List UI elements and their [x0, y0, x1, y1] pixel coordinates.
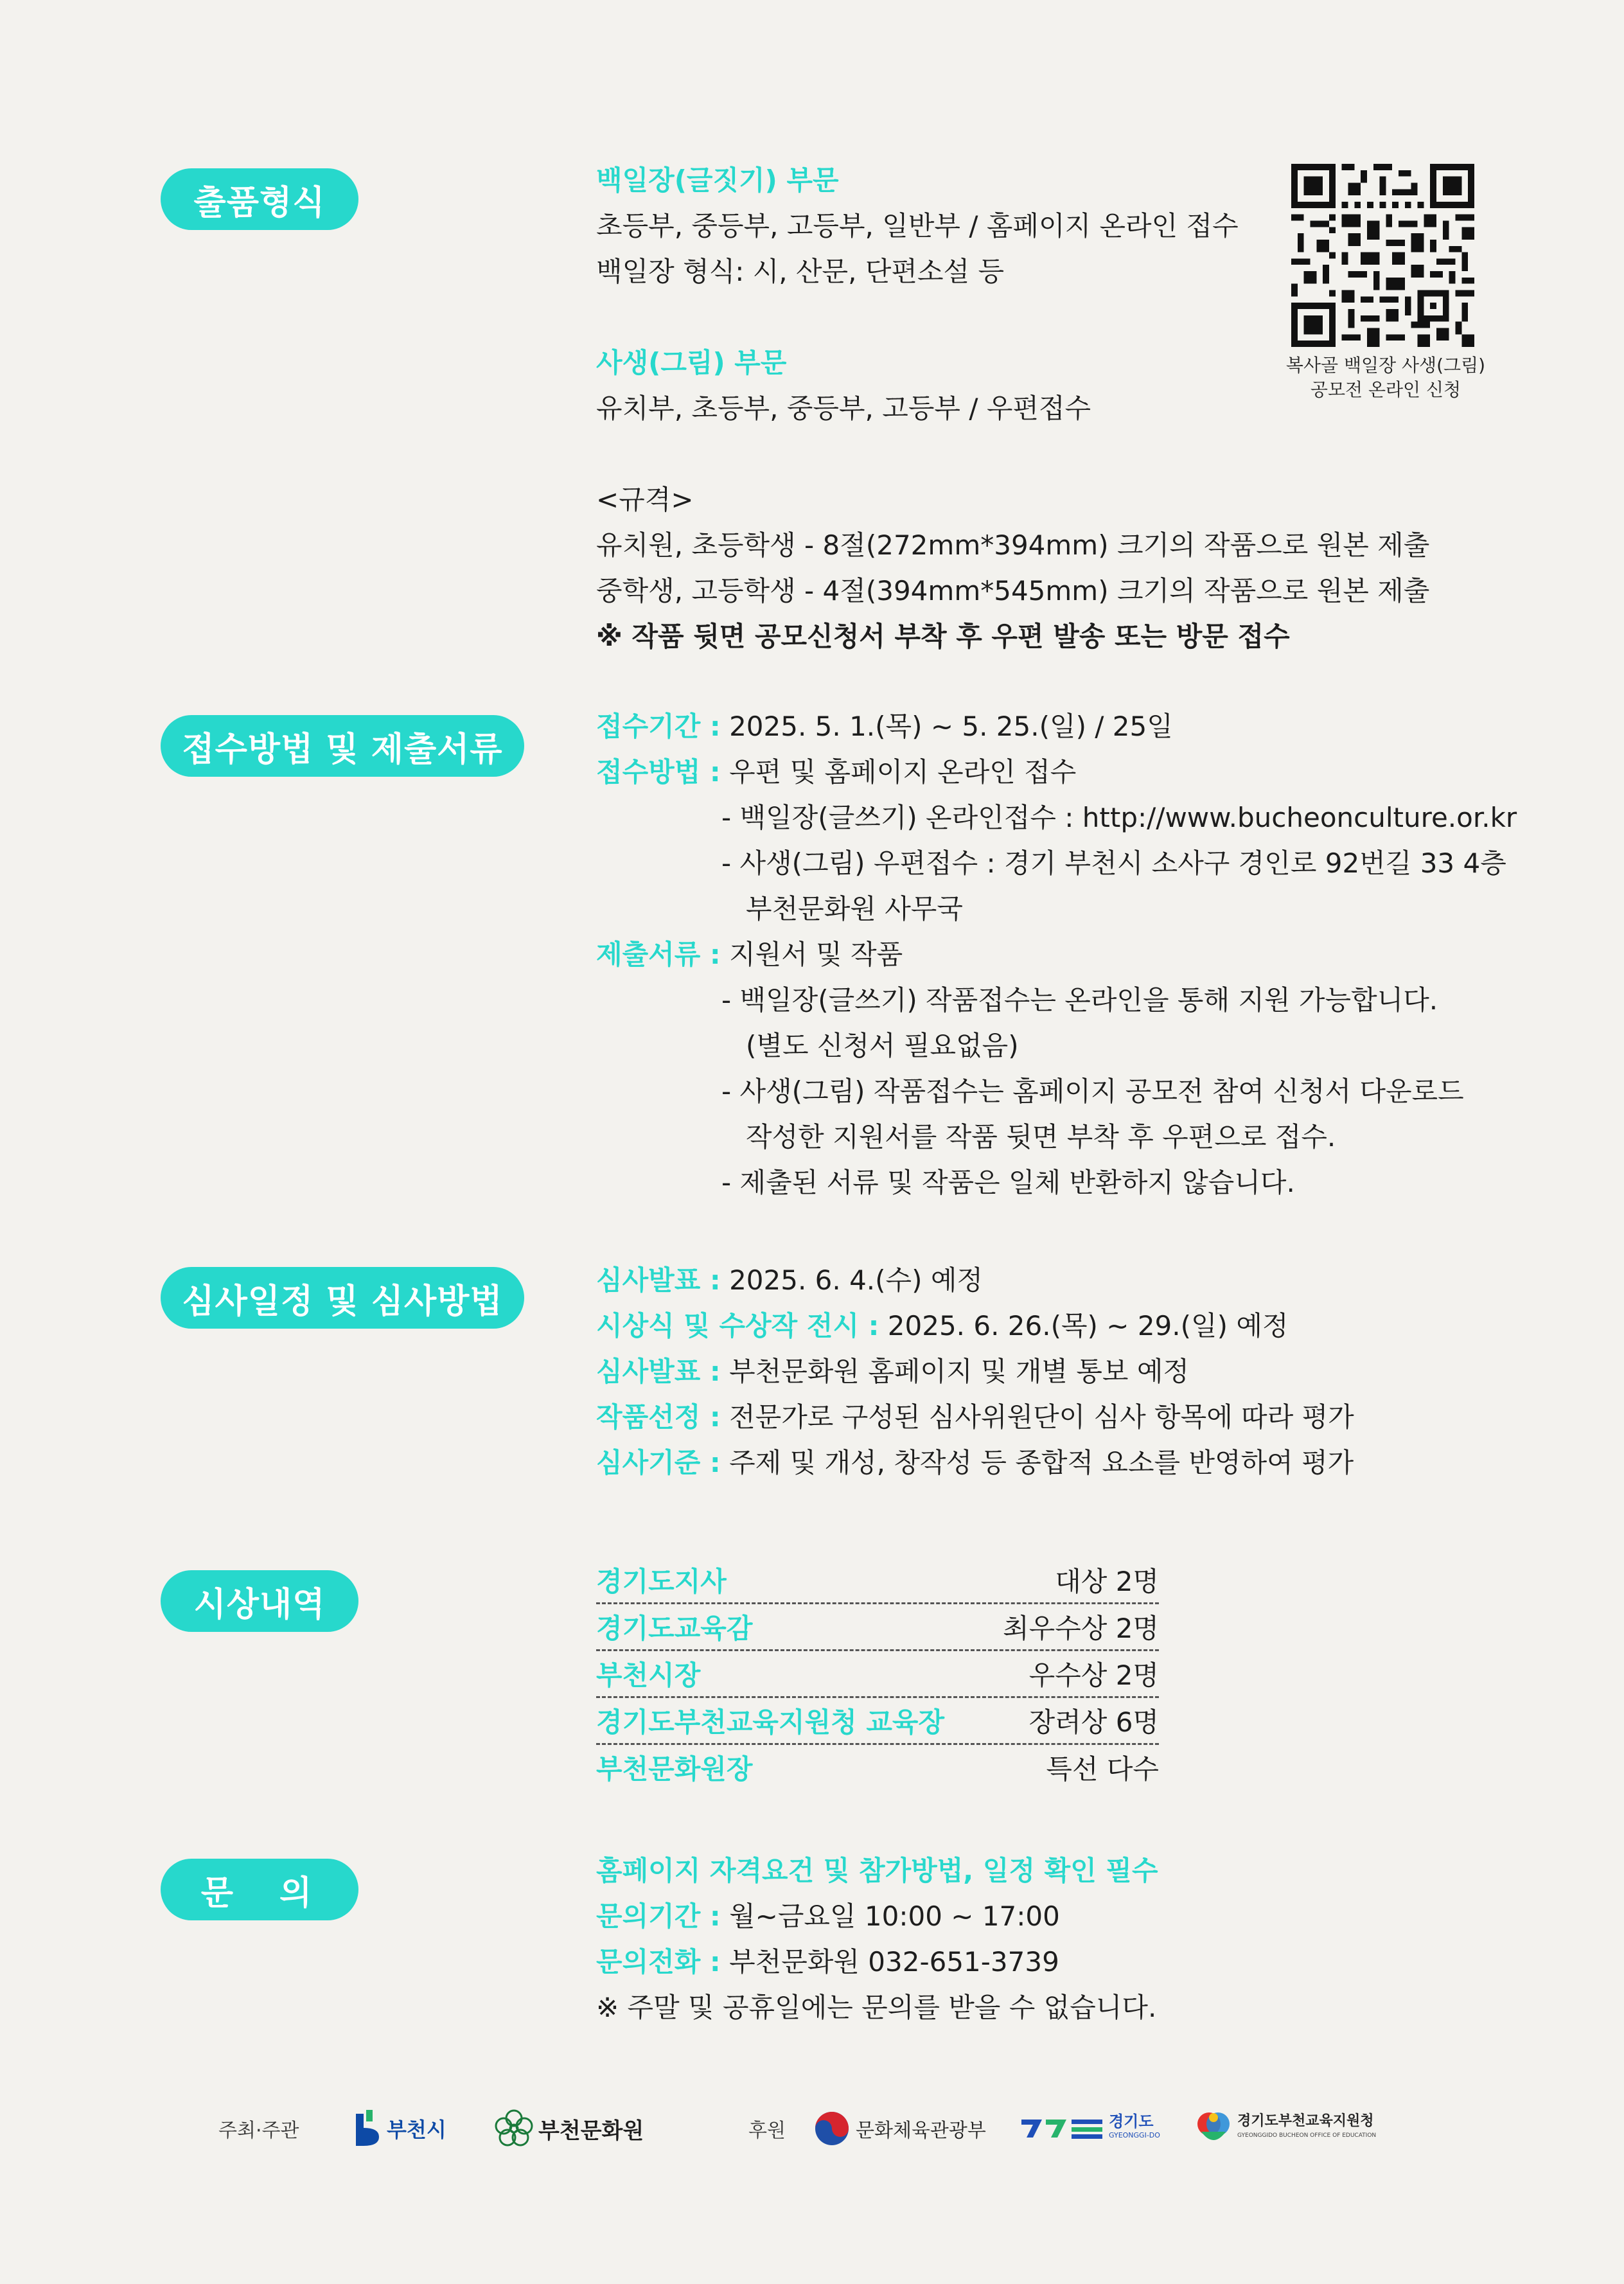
contact-hours-value: 월~금요일 10:00 ~ 17:00: [720, 1900, 1060, 1932]
section-pill-submission: 접수방법 및 제출서류: [161, 715, 524, 777]
review-value-1: 2025. 6. 4.(수) 예정: [720, 1264, 983, 1296]
award-row: [596, 1557, 1159, 1604]
contact-phone-value: 부천문화원 032-651-3739: [720, 1946, 1059, 1978]
section-pill-awards: 시상내역: [161, 1570, 358, 1632]
review-row: [596, 1394, 1354, 1440]
taegeuk-icon: [815, 2111, 849, 2146]
award-name: 경기도부천교육지원청 교육장: [596, 1706, 945, 1738]
host-label: [218, 2100, 299, 2157]
qr-caption-line-1: 복사골 백일장 사생(그림): [1285, 355, 1486, 376]
drawing-title: 사생(그림) 부문: [596, 347, 787, 378]
bucheon-culture-logo: [493, 2100, 644, 2157]
award-prize: 특선 다수: [1046, 1753, 1159, 1785]
sponsor-label-text: 후원: [748, 2120, 786, 2142]
award-row: [596, 1745, 1159, 1790]
review-row: [596, 1257, 1354, 1303]
award-row: [596, 1698, 1159, 1745]
review-row: [596, 1440, 1354, 1485]
section-pill-review: 심사일정 및 심사방법: [161, 1267, 524, 1329]
docs-item-3: - 제출된 서류 및 작품은 일체 반환하지 않습니다.: [721, 1167, 1295, 1198]
method-item-mail-cont: 부천문화원 사무국: [746, 893, 963, 925]
gyeonggi-sub: GYEONGGI-DO: [1109, 2131, 1160, 2139]
docs-item-2: - 사생(그림) 작품접수는 홈페이지 공모전 참여 신청서 다운로드: [721, 1076, 1464, 1107]
review-label-1: 심사발표 :: [596, 1264, 721, 1296]
review-value-4: 전문가로 구성된 심사위원단이 심사 항목에 따라 평가: [720, 1401, 1354, 1433]
qr-caption: [1280, 353, 1492, 402]
mcst-logo: [815, 2100, 986, 2157]
drawing-line: 유치부, 초등부, 중등부, 고등부 / 우편접수: [596, 393, 1091, 424]
spec-line-2: 중학생, 고등학생 - 4절(394mm*545mm) 크기의 작품으로 원본 제출: [596, 575, 1430, 606]
section-pill-format: 출품형식: [161, 168, 358, 230]
spec-line-1: 유치원, 초등학생 - 8절(272mm*394mm) 크기의 작품으로 원본 제출: [596, 529, 1430, 561]
award-prize: 최우수상 2명: [1003, 1613, 1159, 1644]
docs-item-1: - 백일장(글쓰기) 작품접수는 온라인을 통해 지원 가능합니다.: [721, 984, 1438, 1016]
contact-headline: 홈페이지 자격요건 및 참가방법, 일정 확인 필수: [596, 1855, 1158, 1886]
qr-code[interactable]: [1291, 164, 1474, 347]
section-pill-contact: 문 의: [161, 1859, 358, 1920]
flower-icon: [493, 2108, 534, 2149]
review-block: [596, 1257, 1354, 1485]
method-item-mail: - 사생(그림) 우편접수 : 경기 부천시 소사구 경인로 92번길 33 4층: [721, 847, 1506, 879]
review-value-3: 부천문화원 홈페이지 및 개별 통보 예정: [720, 1356, 1189, 1387]
award-prize: 대상 2명: [1055, 1566, 1159, 1597]
submission-note: ※ 작품 뒷면 공모신청서 부착 후 우편 발송 또는 방문 접수: [596, 621, 1290, 652]
docs-label: 제출서류 :: [596, 939, 721, 970]
footer-logos: [0, 2100, 1624, 2157]
review-label-2: 시상식 및 수상작 전시 :: [596, 1310, 879, 1341]
docs-item-1-cont: (별도 신청서 필요없음): [746, 1030, 1019, 1061]
spec-title: <규격>: [596, 484, 694, 515]
award-row: [596, 1651, 1159, 1698]
contact-phone-label: 문의전화 :: [596, 1946, 721, 1978]
submission-block: [596, 704, 1517, 1205]
sponsor-label: [748, 2100, 786, 2157]
qr-caption-line-2: 공모전 온라인 신청: [1310, 379, 1461, 400]
education-office-sub: GYEONGGIDO BUCHEON OFFICE OF EDUCATION: [1237, 2132, 1377, 2139]
docs-item-2-cont: 작성한 지원서를 작품 뒷면 부착 후 우편으로 접수.: [746, 1121, 1336, 1153]
review-label-5: 심사기준 :: [596, 1447, 721, 1478]
gyeonggi-mark-icon: [1020, 2114, 1105, 2143]
qr-code-icon: [1291, 164, 1474, 347]
review-label-4: 작품선정 :: [596, 1401, 721, 1433]
review-value-5: 주제 및 개성, 창작성 등 종합적 요소를 반영하여 평가: [720, 1447, 1354, 1478]
method-item-online: - 백일장(글쓰기) 온라인접수 : http://www.bucheonculture.or.kr: [721, 802, 1517, 833]
bucheon-city-logo: [355, 2100, 446, 2157]
contact-note: ※ 주말 및 공휴일에는 문의를 받을 수 없습니다.: [596, 1992, 1157, 2023]
award-name: 부천시장: [596, 1660, 701, 1691]
writing-line-2: 백일장 형식: 시, 산문, 단편소설 등: [596, 256, 1005, 287]
education-emblem-icon: [1195, 2109, 1232, 2148]
review-row: [596, 1349, 1354, 1394]
period-value: 2025. 5. 1.(목) ~ 5. 25.(일) / 25일: [720, 711, 1173, 742]
bucheon-city-icon: [355, 2109, 382, 2148]
education-office-logo: [1195, 2100, 1376, 2157]
award-name: 부천문화원장: [596, 1753, 753, 1785]
period-label: 접수기간 :: [596, 711, 721, 742]
education-office-name: 경기도부천교육지원청: [1237, 2113, 1374, 2129]
docs-value: 지원서 및 작품: [720, 939, 903, 970]
bucheon-culture-name: 부천문화원: [538, 2118, 644, 2144]
method-value: 우편 및 홈페이지 온라인 접수: [720, 756, 1077, 788]
award-name: 경기도지사: [596, 1566, 727, 1597]
review-row: [596, 1303, 1354, 1349]
gyeonggi-name: 경기도: [1109, 2112, 1154, 2130]
contact-hours-label: 문의기간 :: [596, 1900, 721, 1932]
awards-table: [596, 1557, 1159, 1790]
mcst-name: 문화체육관광부: [856, 2120, 986, 2142]
host-label-text: 주최·주관: [218, 2120, 299, 2142]
bucheon-city-name: 부천시: [387, 2118, 446, 2142]
award-name: 경기도교육감: [596, 1613, 753, 1644]
award-prize: 우수상 2명: [1028, 1660, 1159, 1691]
writing-title: 백일장(글짓기) 부문: [596, 164, 839, 196]
award-prize: 장려상 6명: [1028, 1706, 1159, 1738]
award-row: [596, 1604, 1159, 1651]
review-value-2: 2025. 6. 26.(목) ~ 29.(일) 예정: [879, 1310, 1289, 1341]
contact-block: [596, 1848, 1158, 2030]
review-label-3: 심사발표 :: [596, 1356, 721, 1387]
writing-line-1: 초등부, 중등부, 고등부, 일반부 / 홈페이지 온라인 접수: [596, 210, 1239, 242]
method-label: 접수방법 :: [596, 756, 721, 788]
gyeonggi-logo: [1020, 2100, 1160, 2157]
